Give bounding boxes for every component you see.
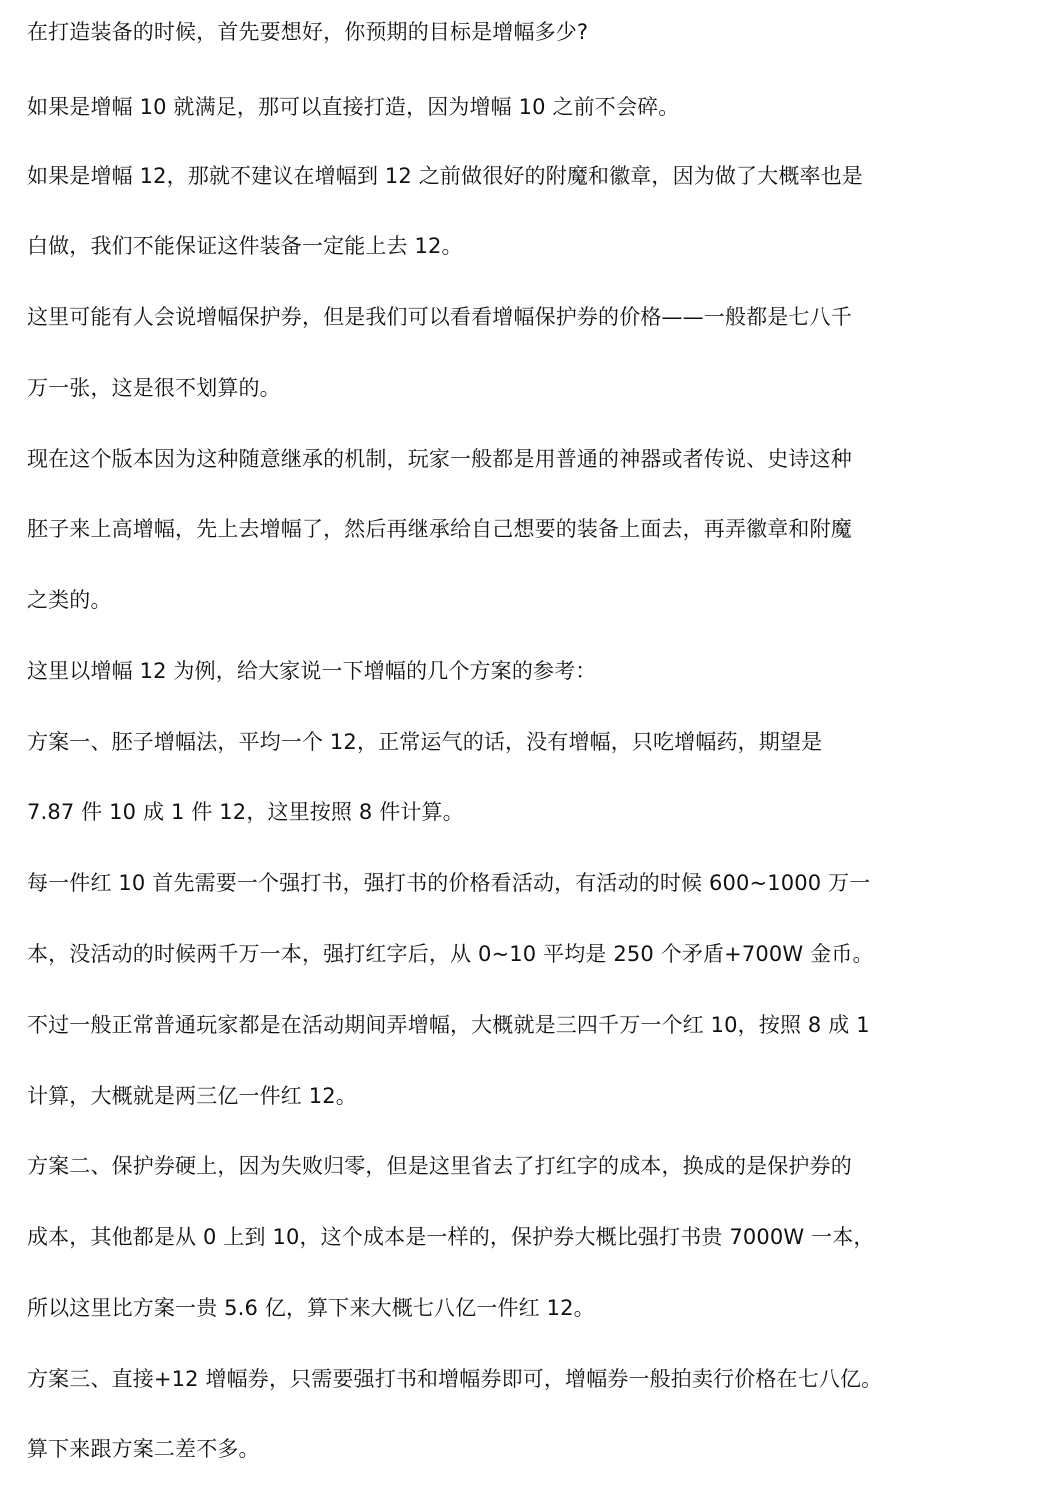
text-line: 如果是增幅 10 就满足，那可以直接打造，因为增幅 10 之前不会碎。 bbox=[27, 95, 680, 119]
text-line: 所以这里比方案一贵 5.6 亿，算下来大概七八亿一件红 12。 bbox=[27, 1296, 595, 1320]
text-line: 这里以增幅 12 为例，给大家说一下增幅的几个方案的参考： bbox=[27, 659, 597, 683]
text-line: 方案二、保护券硬上，因为失败归零，但是这里省去了打红字的成本，换成的是保护券的 bbox=[27, 1154, 852, 1178]
text-line: 成本，其他都是从 0 上到 10，这个成本是一样的，保护券大概比强打书贵 7000W 一本， bbox=[27, 1225, 875, 1249]
text-line: 白做，我们不能保证这件装备一定能上去 12。 bbox=[27, 234, 463, 258]
text-line: 算下来跟方案二差不多。 bbox=[27, 1437, 260, 1461]
text-line: 不过一般正常普通玩家都是在活动期间弄增幅，大概就是三四千万一个红 10，按照 8 成 1 bbox=[27, 1013, 870, 1037]
text-line: 万一张，这是很不划算的。 bbox=[27, 376, 281, 400]
text-line: 方案一、胚子增幅法，平均一个 12，正常运气的话，没有增幅，只吃增幅药，期望是 bbox=[27, 730, 823, 754]
text-line: 之类的。 bbox=[27, 588, 112, 612]
text-line: 如果是增幅 12，那就不建议在增幅到 12 之前做很好的附魔和徽章，因为做了大概率也是 bbox=[27, 164, 863, 188]
text-line: 胚子来上高增幅，先上去增幅了，然后再继承给自己想要的装备上面去，再弄徽章和附魔 bbox=[27, 517, 852, 541]
text-line: 现在这个版本因为这种随意继承的机制，玩家一般都是用普通的神器或者传说、史诗这种 bbox=[27, 447, 852, 471]
text-line: 方案三、直接+12 增幅券，只需要强打书和增幅券即可，增幅券一般拍卖行价格在七八亿。 bbox=[27, 1367, 883, 1391]
text-line: 本，没活动的时候两千万一本，强打红字后，从 0~10 平均是 250 个矛盾+700W 金币。 bbox=[27, 942, 874, 966]
text-line: 计算，大概就是两三亿一件红 12。 bbox=[27, 1084, 357, 1108]
text-line: 7.87 件 10 成 1 件 12，这里按照 8 件计算。 bbox=[27, 800, 464, 824]
text-line: 每一件红 10 首先需要一个强打书，强打书的价格看活动，有活动的时候 600~1000 万一 bbox=[27, 871, 871, 895]
text-line: 这里可能有人会说增幅保护券，但是我们可以看看增幅保护券的价格——一般都是七八千 bbox=[27, 305, 852, 329]
text-line: 在打造装备的时候，首先要想好，你预期的目标是增幅多少? bbox=[27, 20, 589, 44]
